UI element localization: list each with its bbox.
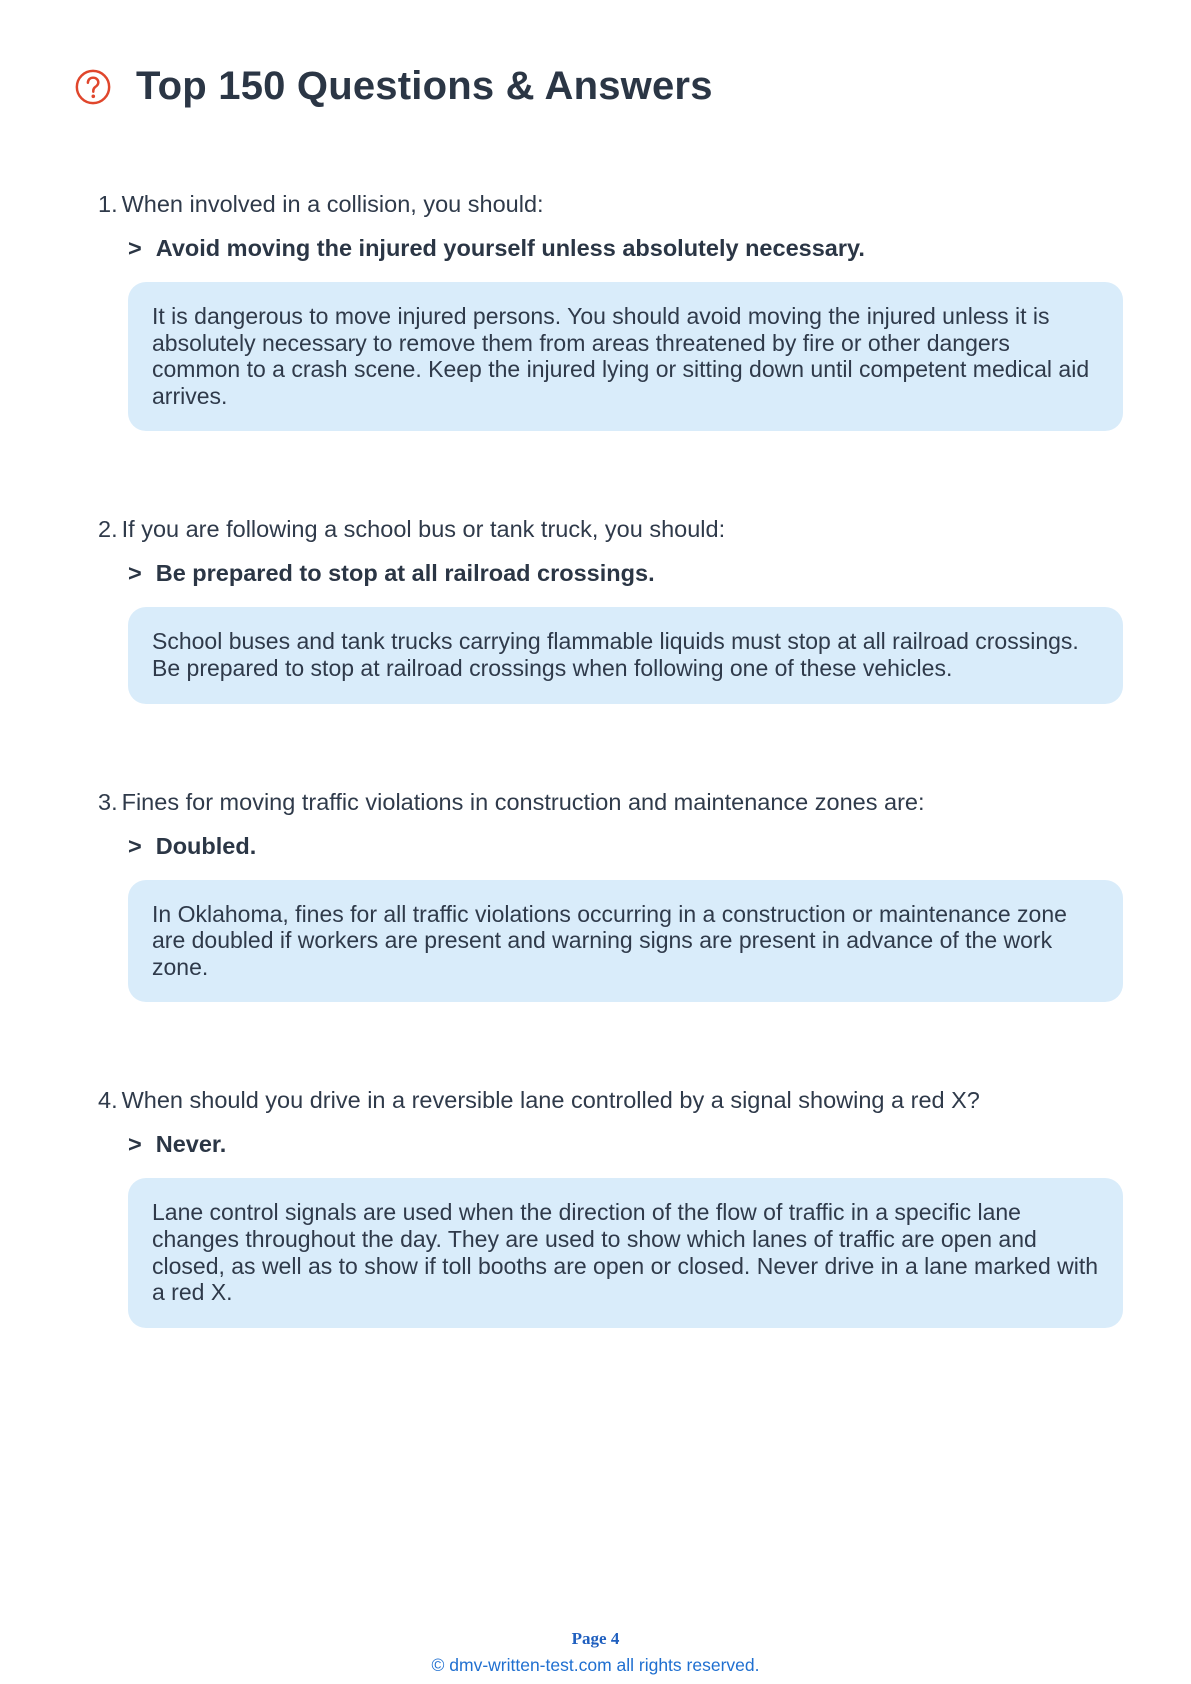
- question-label: Fines for moving traffic violations in construction and maintenance zones are:: [121, 788, 925, 815]
- question-label: If you are following a school bus or tank truck, you should:: [121, 516, 726, 543]
- question-text: [98, 188, 1123, 220]
- question-item: [98, 1084, 1123, 1327]
- page-title: Top 150 Questions & Answers: [136, 64, 713, 108]
- answer-text: Never.: [155, 1131, 227, 1158]
- answer-marker: >: [128, 560, 142, 587]
- answer-text: Avoid moving the injured yourself unless absolutely necessary.: [155, 235, 865, 261]
- question-item: [98, 513, 1123, 703]
- answer: [128, 830, 1123, 862]
- question-number: 2.: [98, 516, 118, 543]
- answer-text: Be prepared to stop at all railroad crossings.: [155, 560, 655, 587]
- answer-marker: >: [128, 235, 142, 261]
- question-text: [98, 1084, 1123, 1116]
- answer: [128, 1128, 1123, 1160]
- copyright-link[interactable]: © dmv-written-test.com all rights reserved.: [431, 1655, 760, 1675]
- question-label: When involved in a collision, you should:: [121, 191, 544, 217]
- question-label: When should you drive in a reversible lane controlled by a signal showing a red X?: [121, 1087, 980, 1114]
- explanation-box: School buses and tank trucks carrying flammable liquids must stop at all railroad crossings. Be prepared to stop at railroad crossings when following one of these vehicles.: [128, 607, 1123, 703]
- question-item: [98, 786, 1123, 1003]
- answer: [128, 557, 1123, 589]
- answer-marker: >: [128, 832, 142, 859]
- explanation-box: In Oklahoma, fines for all traffic violations occurring in a construction or maintenance zone are doubled if workers are present and warning signs are present in advance of the work zone.: [128, 880, 1123, 1003]
- explanation-box: Lane control signals are used when the direction of the flow of traffic in a specific lane changes throughout the day. They are used to show which lanes of traffic are open and closed, as well as to show if toll booths are open or closed. Never drive in a lane marked with a red X.: [128, 1178, 1123, 1327]
- question-number: 3.: [98, 788, 118, 815]
- question-text: [98, 786, 1123, 818]
- help-circle-icon: [74, 68, 112, 106]
- question-text: [98, 513, 1123, 545]
- page-number: Page 4: [571, 1629, 620, 1648]
- page-header: [74, 64, 713, 109]
- explanation-box: It is dangerous to move injured persons. You should avoid moving the injured unless it is absolutely necessary to remove them from areas threatened by fire or other dangers common to a crash scene. Keep the injured lying or sitting down until competent medical aid arrives.: [128, 282, 1123, 431]
- question-item: [98, 188, 1123, 431]
- question-number: 1.: [98, 191, 118, 217]
- answer-marker: >: [128, 1131, 142, 1158]
- question-number: 4.: [98, 1087, 118, 1114]
- answer-text: Doubled.: [155, 832, 257, 859]
- answer: [128, 232, 1123, 264]
- question-list: [98, 188, 1123, 1410]
